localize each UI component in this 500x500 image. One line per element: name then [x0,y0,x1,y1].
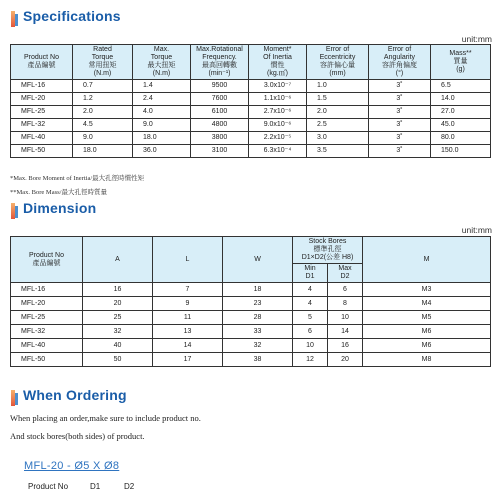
dim-cell: 17 [153,353,223,367]
dim-cell: 28 [223,311,293,325]
spec-cell: 7600 [191,93,249,106]
dim-cell: 32 [223,339,293,353]
ordering-heading [5,387,495,409]
spec-cell: 2.7x10⁻⁶ [249,106,307,119]
dim-cell: 10 [328,311,363,325]
spec-cell: 4.5 [73,119,133,132]
spec-cell: 3.5 [307,145,369,158]
spec-header-col-4: Moment* Of Inertia 慣性 (kg.㎡) [249,45,307,80]
spec-cell: 36.0 [133,145,191,158]
dim-cell: 4 [293,297,328,311]
spec-cell: 3.0x10⁻⁷ [249,80,307,93]
spec-cell: 14.0 [431,93,491,106]
dim-cell: 5 [293,311,328,325]
dim-product-no: MFL-16 [11,283,83,297]
table-row [11,283,491,297]
dim-cell: M6 [363,325,491,339]
spec-cell: 3100 [191,145,249,158]
dim-cell: 38 [223,353,293,367]
spec-cell: 0.7 [73,80,133,93]
spec-cell: 9.0 [133,119,191,132]
spec-header-col-0: Product No 產品編號 [11,45,73,80]
spec-product-no: MFL-40 [11,132,73,145]
dim-cell: 8 [328,297,363,311]
dim-cell: M5 [363,311,491,325]
spec-header-col-5: Error of Eccentricity 容許偏心量 (mm) [307,45,369,80]
dim-header-w: W [223,237,293,283]
ordering-title: When Ordering [23,387,127,403]
dim-product-no: MFL-20 [11,297,83,311]
spec-cell: 3800 [191,132,249,145]
spec-unit-label: unit:mm [461,34,492,44]
section-marker-accent-icon [15,393,18,405]
table-row [11,80,491,93]
spec-cell: 1.4 [133,80,191,93]
specifications-table [10,44,491,158]
spec-header-col-6: Error of Angularity 容許角偏度 (°) [369,45,431,80]
spec-cell: 6.3x10⁻⁴ [249,145,307,158]
spec-product-no: MFL-32 [11,119,73,132]
dim-cell: 25 [83,311,153,325]
ordering-example-code: MFL-20 - Ø5 X Ø8 [24,460,120,472]
spec-cell: 3˚ [369,93,431,106]
dim-cell: M6 [363,339,491,353]
label-d1: D1 [90,482,101,491]
spec-cell: 1.1x10⁻⁶ [249,93,307,106]
dim-product-no: MFL-40 [11,339,83,353]
dim-cell: 10 [293,339,328,353]
spec-cell: 3˚ [369,119,431,132]
spec-footnote-mass: **Max. Bore Mass/最大孔徑時質量 [10,189,107,196]
specifications-heading [5,8,495,30]
dim-cell: 18 [223,283,293,297]
spec-cell: 18.0 [133,132,191,145]
ordering-instruction-1: When placing an order,make sure to include product no. [10,413,201,423]
spec-cell: 2.4 [133,93,191,106]
dim-cell: 6 [328,283,363,297]
dim-cell: 33 [223,325,293,339]
dim-cell: 14 [328,325,363,339]
dim-cell: 9 [153,297,223,311]
dim-unit-label: unit:mm [461,225,492,235]
spec-product-no: MFL-50 [11,145,73,158]
spec-footnote-moment: *Max. Bore Moment of Inertia/最大孔徑時慣性矩 [10,175,145,182]
dim-cell: 16 [83,283,153,297]
dim-cell: 23 [223,297,293,311]
spec-cell: 1.2 [73,93,133,106]
spec-cell: 4800 [191,119,249,132]
section-marker-accent-icon [15,206,18,218]
label-product-no: Product No [28,482,69,491]
dim-header-m: M [363,237,491,283]
spec-cell: 1.5 [307,93,369,106]
dim-header-min: Min D1 [293,264,328,283]
table-row [11,353,491,367]
specifications-title: Specifications [23,8,121,24]
dim-header-l: L [153,237,223,283]
dim-cell: 32 [83,325,153,339]
table-row [11,93,491,106]
spec-cell: 3˚ [369,80,431,93]
spec-cell: 18.0 [73,145,133,158]
spec-cell: 9.0x10⁻⁶ [249,119,307,132]
dim-cell: 20 [83,297,153,311]
dimension-title: Dimension [23,200,97,216]
spec-header-col-1: Rated Torque 常用扭矩 (N.m) [73,45,133,80]
dim-cell: 7 [153,283,223,297]
dim-cell: 6 [293,325,328,339]
dim-cell: 13 [153,325,223,339]
dim-cell: 12 [293,353,328,367]
dim-header-a: A [83,237,153,283]
dimension-heading [5,200,495,222]
spec-cell: 9500 [191,80,249,93]
spec-product-no: MFL-25 [11,106,73,119]
dim-cell: M4 [363,297,491,311]
label-d2: D2 [124,482,135,491]
spec-product-no: MFL-16 [11,80,73,93]
dim-cell: 40 [83,339,153,353]
spec-cell: 9.0 [73,132,133,145]
spec-cell: 3˚ [369,132,431,145]
table-row [11,145,491,158]
dim-cell: 20 [328,353,363,367]
table-row [11,325,491,339]
spec-header-row [11,45,491,80]
dim-cell: 50 [83,353,153,367]
spec-cell: 3˚ [369,106,431,119]
spec-product-no: MFL-20 [11,93,73,106]
dim-cell: 14 [153,339,223,353]
dim-cell: M8 [363,353,491,367]
section-marker-accent-icon [15,14,18,26]
spec-cell: 2.0 [307,106,369,119]
dim-header-max: Max D2 [328,264,363,283]
spec-header-col-7: Mass** 質量 (g) [431,45,491,80]
table-row [11,297,491,311]
spec-cell: 1.0 [307,80,369,93]
spec-cell: 3.0 [307,132,369,145]
dim-product-no: MFL-50 [11,353,83,367]
table-row [11,132,491,145]
dim-cell: 4 [293,283,328,297]
table-row [11,339,491,353]
dim-cell: 16 [328,339,363,353]
spec-cell: 2.5 [307,119,369,132]
spec-cell: 3˚ [369,145,431,158]
dim-header-row-1 [11,237,491,264]
table-row [11,106,491,119]
dim-product-no: MFL-32 [11,325,83,339]
spec-cell: 2.2x10⁻⁵ [249,132,307,145]
dim-product-no: MFL-25 [11,311,83,325]
ordering-instruction-2: And stock bores(both sides) of product. [10,431,145,441]
spec-cell: 150.0 [431,145,491,158]
dim-header-stock-bores: Stock Bores 標準孔徑 D1×D2(公差 H8) [293,237,363,264]
table-row [11,119,491,132]
spec-cell: 45.0 [431,119,491,132]
dim-cell: 11 [153,311,223,325]
spec-header-col-2: Max. Torque 最大扭矩 (N.m) [133,45,191,80]
ordering-code-labels [28,482,134,491]
dim-header-product: Product No 產品編號 [11,237,83,283]
dim-cell: M3 [363,283,491,297]
spec-cell: 6100 [191,106,249,119]
table-row [11,311,491,325]
dimension-table [10,236,491,367]
spec-cell: 6.5 [431,80,491,93]
spec-cell: 27.0 [431,106,491,119]
spec-cell: 4.0 [133,106,191,119]
spec-cell: 80.0 [431,132,491,145]
spec-cell: 2.0 [73,106,133,119]
spec-header-col-3: Max.Rotational Frequency. 最高回轉數 (min⁻¹) [191,45,249,80]
